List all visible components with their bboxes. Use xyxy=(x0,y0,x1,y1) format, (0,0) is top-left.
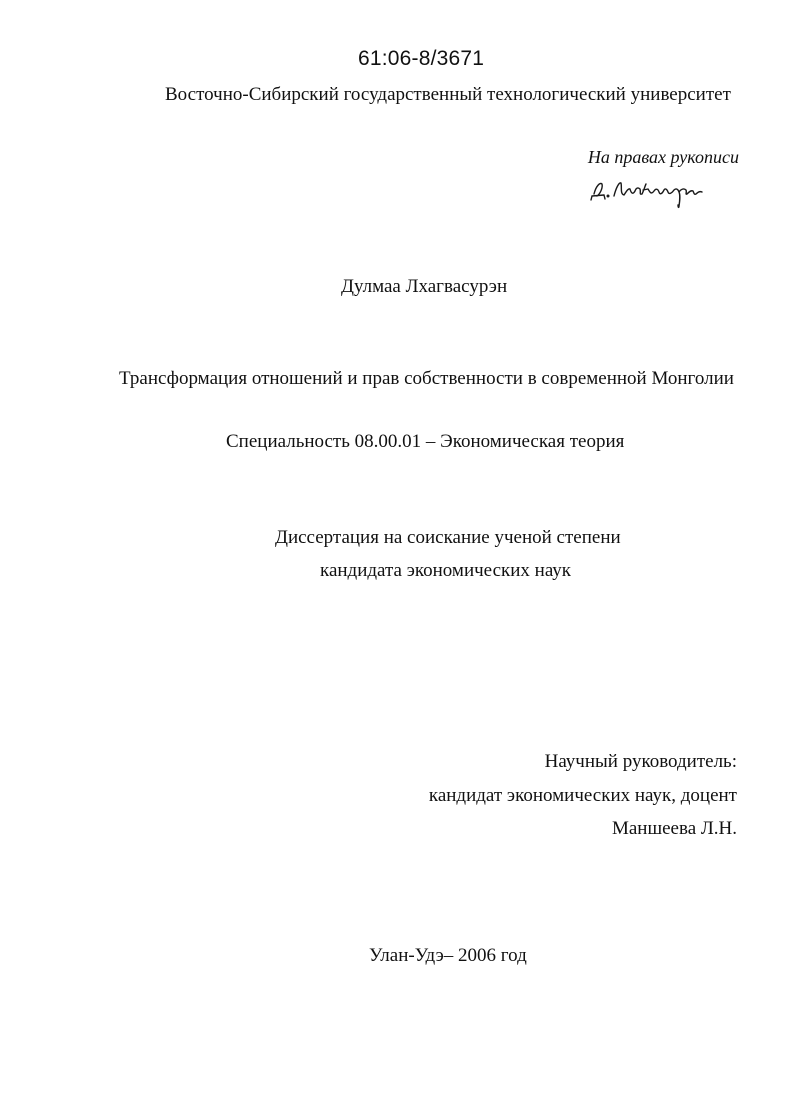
supervisor-title: кандидат экономических наук, доцент xyxy=(428,785,737,806)
specialty: Специальность 08.00.01 – Экономическая теория xyxy=(226,431,625,452)
handwritten-signature xyxy=(588,170,708,210)
degree-line-1: Диссертация на соискание ученой степени xyxy=(275,527,621,548)
thesis-title: Трансформация отношений и прав собственности в современной Монголии xyxy=(119,368,734,389)
university-name: Восточно-Сибирский государственный технологический университет xyxy=(165,84,731,105)
degree-line-2: кандидата экономических наук xyxy=(320,560,572,581)
supervisor-label: Научный руководитель: xyxy=(544,751,737,772)
city-and-year: Улан-Удэ– 2006 год xyxy=(369,945,527,966)
author-name: Дулмаа Лхагвасурэн xyxy=(341,276,508,297)
catalog-number: 61:06-8/3671 xyxy=(358,47,485,70)
manuscript-rights-note: На правах рукописи xyxy=(587,147,739,167)
supervisor-name: Маншеева Л.Н. xyxy=(611,818,737,839)
